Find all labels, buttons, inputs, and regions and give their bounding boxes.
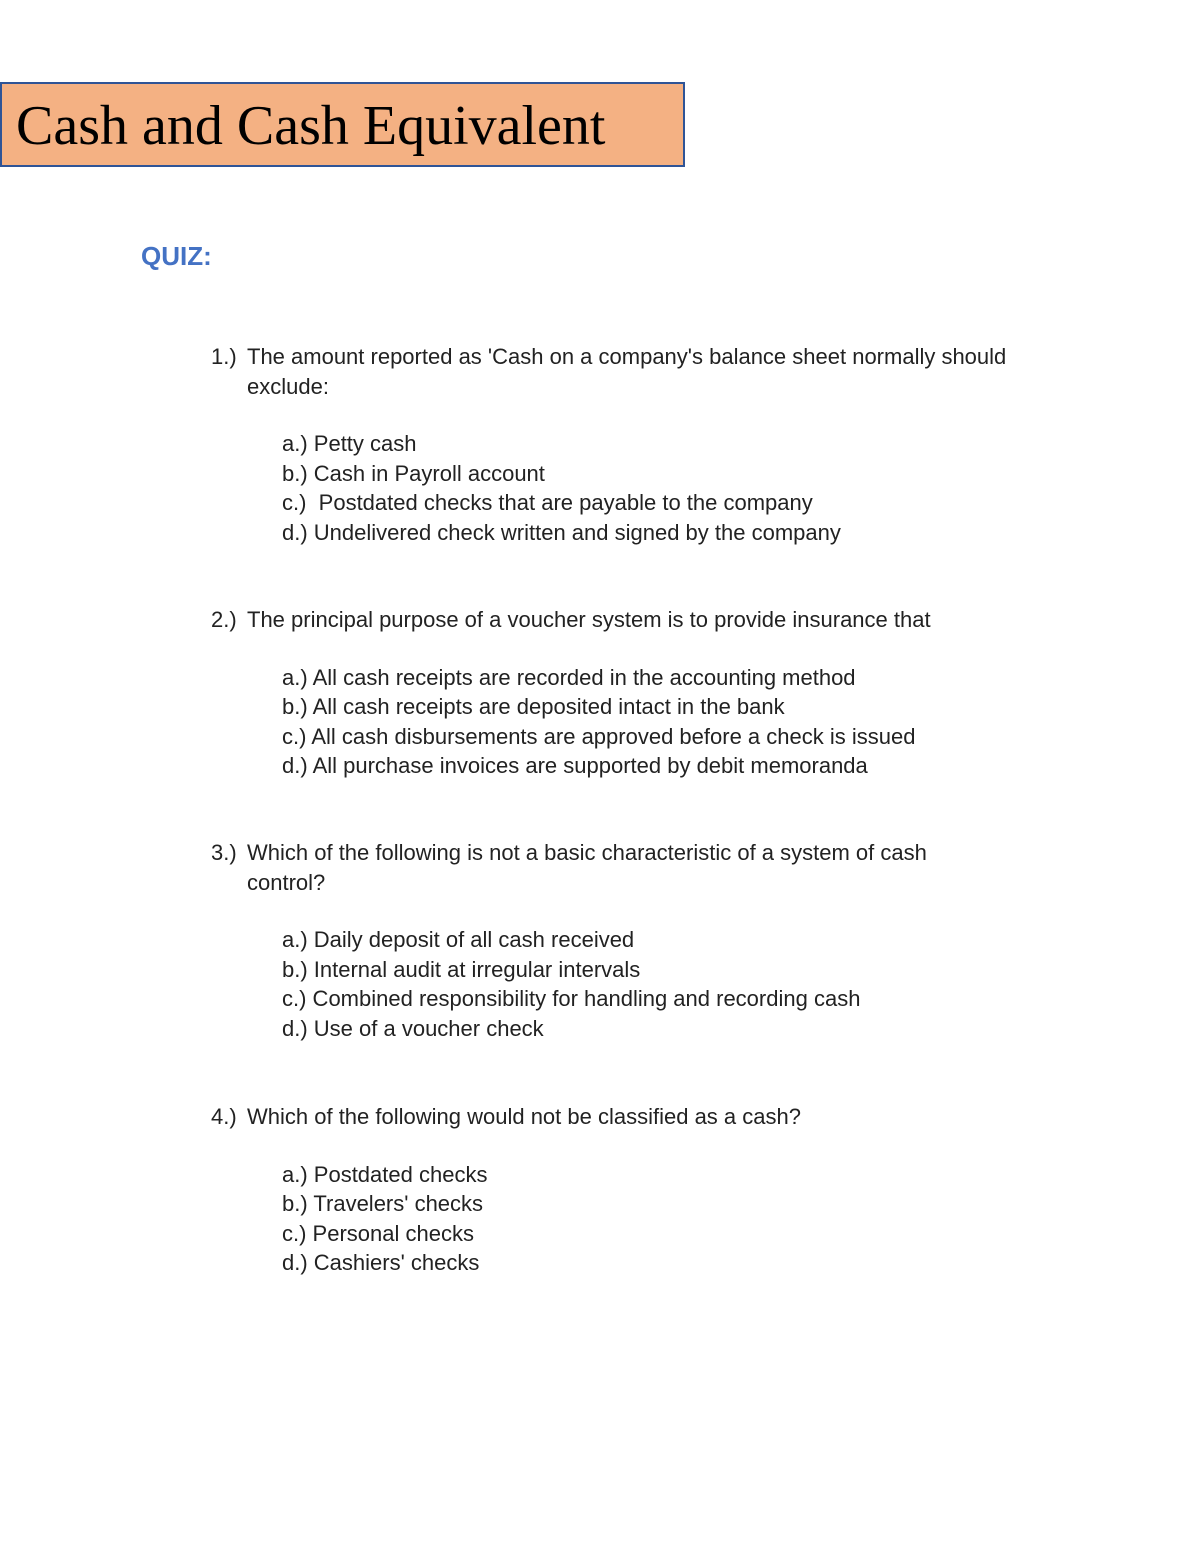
question-number: 2.) [211,607,237,632]
option-d: d.) Cashiers' checks [282,1250,480,1275]
question-1 [211,342,1011,547]
option-c: c.) Postdated checks that are payable to the company [282,490,813,515]
question-1-prompt [211,342,1011,401]
option-a: a.) Postdated checks [282,1161,488,1187]
question-3 [211,838,1011,1043]
question-number: 3.) [211,840,237,865]
option-d: d.) Use of a voucher check [282,1015,544,1041]
question-2-prompt [211,605,1011,635]
question-text: Which of the following would not be classified as a cash? [247,1104,801,1129]
option-list [211,1160,1011,1278]
option-c: c.) Combined responsibility for handling and recording cash [282,986,861,1011]
question-number: 1.) [211,344,237,369]
question-text: Which of the following is not a basic characteristic of a system of cash control? [247,840,933,895]
question-number: 4.) [211,1104,237,1129]
question-3-prompt [211,838,1011,897]
title-box [0,82,685,167]
question-4-prompt [211,1102,1011,1132]
question-4 [211,1102,1011,1278]
option-a: a.) All cash receipts are recorded in the accounting method [282,664,856,690]
option-c: c.) All cash disbursements are approved before a check is issued [282,723,916,749]
question-text: The amount reported as 'Cash on a company's balance sheet normally should exclude: [247,344,1013,399]
question-text: The principal purpose of a voucher system is to provide insurance that [247,607,931,632]
option-b: b.) Cash in Payroll account [282,460,545,486]
option-list [211,925,1011,1043]
option-list [211,429,1011,547]
option-a: a.) Daily deposit of all cash received [282,927,635,952]
option-b: b.) Travelers' checks [282,1191,484,1216]
question-2 [211,605,1011,781]
quiz-heading: QUIZ: [141,241,212,271]
option-list [211,663,1011,781]
option-d: d.) All purchase invoices are supported by debit memoranda [282,753,868,778]
option-a: a.) Petty cash [282,431,417,456]
option-c: c.) Personal checks [282,1220,474,1246]
option-b: b.) All cash receipts are deposited intact in the bank [282,694,785,719]
option-b: b.) Internal audit at irregular intervals [282,956,641,982]
document-title: Cash and Cash Equivalent [16,95,606,157]
option-d: d.) Undelivered check written and signed by the company [282,519,841,545]
